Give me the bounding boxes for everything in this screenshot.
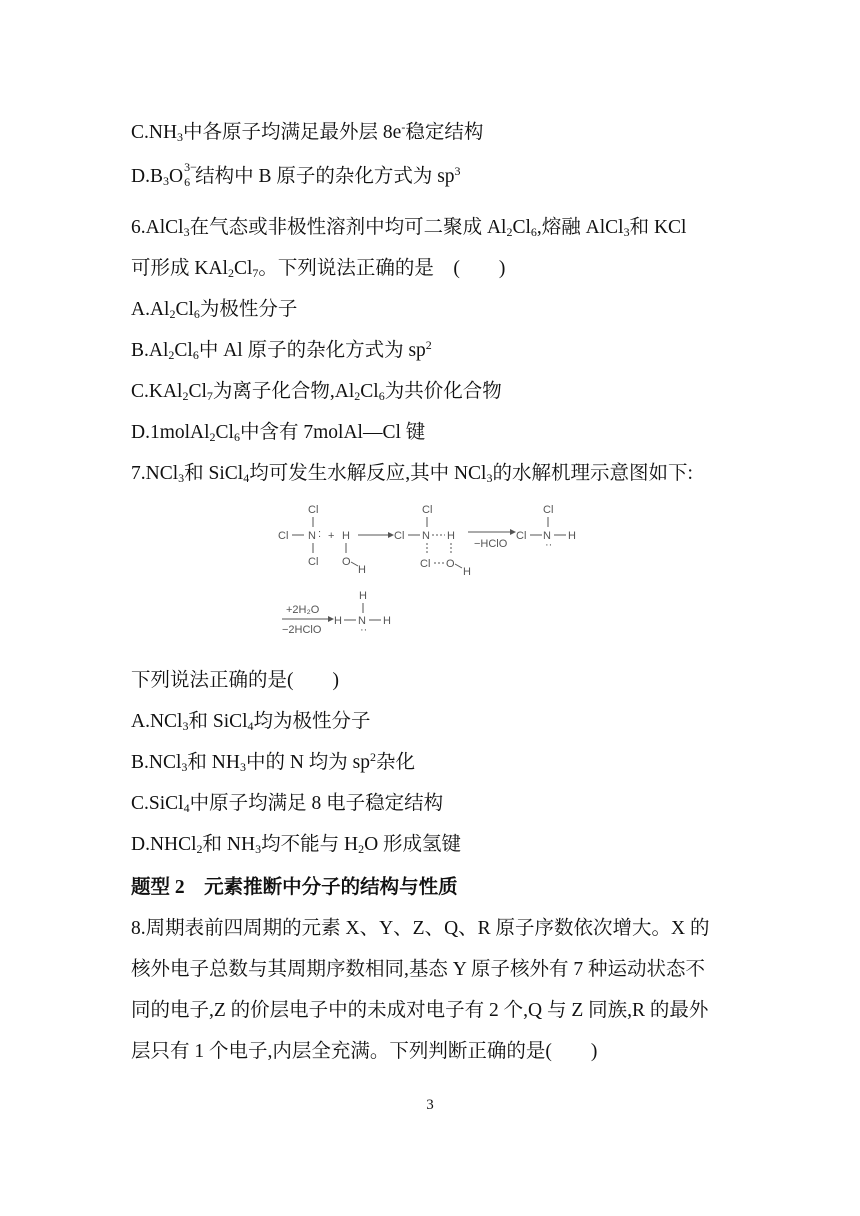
atom-cl: Cl [394, 530, 405, 542]
option-6a: $A.Al_2Cl_6$为极性分子 [131, 299, 298, 321]
atom-cl: Cl [308, 504, 319, 516]
option-6c: $C.KAl_2Cl_7$为离子化合物$,Al_2Cl_6$为共价化合物 [131, 381, 502, 403]
question-8-line-1: 8.周期表前四周期的元素 X、Y、Z、Q、R 原子序数依次增大。X 的 [131, 918, 710, 939]
atom-n: N [358, 615, 366, 627]
question-8-line-4: 层只有 1 个电子,内层全充满。下列判断正确的是( ) [131, 1041, 598, 1062]
hydrolysis-mechanism-diagram [270, 495, 600, 645]
option-5c: $C.NH_3$中各原子均满足最外层 8e-稳定结构 [131, 120, 484, 144]
minus-hclo-label: −HClO [474, 538, 508, 550]
atom-h: H [359, 590, 367, 602]
question-8-line-2: 核外电子总数与其周期序数相同,基态 Y 原子核外有 7 种运动状态不 [131, 959, 705, 980]
atom-h: H [342, 530, 350, 542]
option-5d: $D.B_3O$ 3− 6 结构中 B 原子的杂化方式为 $sp^3$ [131, 160, 461, 189]
plus-sign: + [328, 530, 335, 542]
question-8-line-3: 同的电子,Z 的价层电子中的未成对电子有 2 个,Q 与 Z 同族,R 的最外 [131, 1000, 709, 1021]
question-7: 7.NCl$_3$和 SiCl$_4$均可发生水解反应,其中 NCl$_3$的水解机理示意图如下: [131, 463, 693, 485]
atom-h: H [383, 615, 391, 627]
option-7b: B.NCl$_3$和 $NH_3$中的 N 均为 $sp^2$杂化 [131, 750, 415, 774]
option-7c: C.SiCl$_4$中原子均满足 8 电子稳定结构 [131, 793, 444, 815]
atom-cl: Cl [422, 504, 433, 516]
atom-o: O [446, 558, 455, 570]
ion-charge-stack: 3− 6 [184, 160, 197, 189]
atom-o: O [342, 556, 351, 568]
option-6d: $D.1molAl_2Cl_6$中含有 7molAl—Cl 键 [131, 422, 426, 444]
option-6b: $B.Al_2Cl_6$中 Al 原子的杂化方式为 $sp^2$ [131, 338, 432, 362]
atom-cl: Cl [278, 530, 289, 542]
svg-text::: : [318, 528, 322, 540]
option-7d: D.NHCl$_2$和 $NH_3$均不能与 $H_2O$ 形成氢键 [131, 834, 462, 856]
atom-h: H [447, 530, 455, 542]
atom-n: N [543, 530, 551, 542]
option-7a: A.NCl$_3$和 SiCl$_4$均为极性分子 [131, 711, 371, 733]
page-number: 3 [426, 1097, 434, 1113]
atom-h: H [358, 564, 366, 576]
atom-cl: Cl [308, 556, 319, 568]
section-heading: 题型 2 元素推断中分子的结构与性质 [131, 877, 458, 898]
atom-n: N [422, 530, 430, 542]
question-6-line-1: 6.AlCl$_3$在气态或非极性溶剂中均可二聚成 $Al_2Cl_6$,熔融 AlCl$_3$和 KCl [131, 217, 687, 239]
atom-cl: Cl [543, 504, 554, 516]
question-6-line-2: 可形成 $KAl_2Cl_7$。下列说法正确的是 ( ) [131, 258, 506, 280]
question-7-prompt: 下列说法正确的是( ) [131, 670, 339, 691]
plus-2h2o-label: +2H₂O [286, 604, 320, 616]
atom-n: N [308, 530, 316, 542]
atom-cl: Cl [516, 530, 527, 542]
svg-text:··: ·· [360, 624, 368, 636]
svg-text:··: ·· [545, 539, 553, 551]
atom-h: H [568, 530, 576, 542]
atom-cl: Cl [420, 558, 431, 570]
atom-h: H [463, 566, 471, 578]
atom-h: H [334, 615, 342, 627]
minus-2hclo-label: −2HClO [282, 624, 322, 636]
